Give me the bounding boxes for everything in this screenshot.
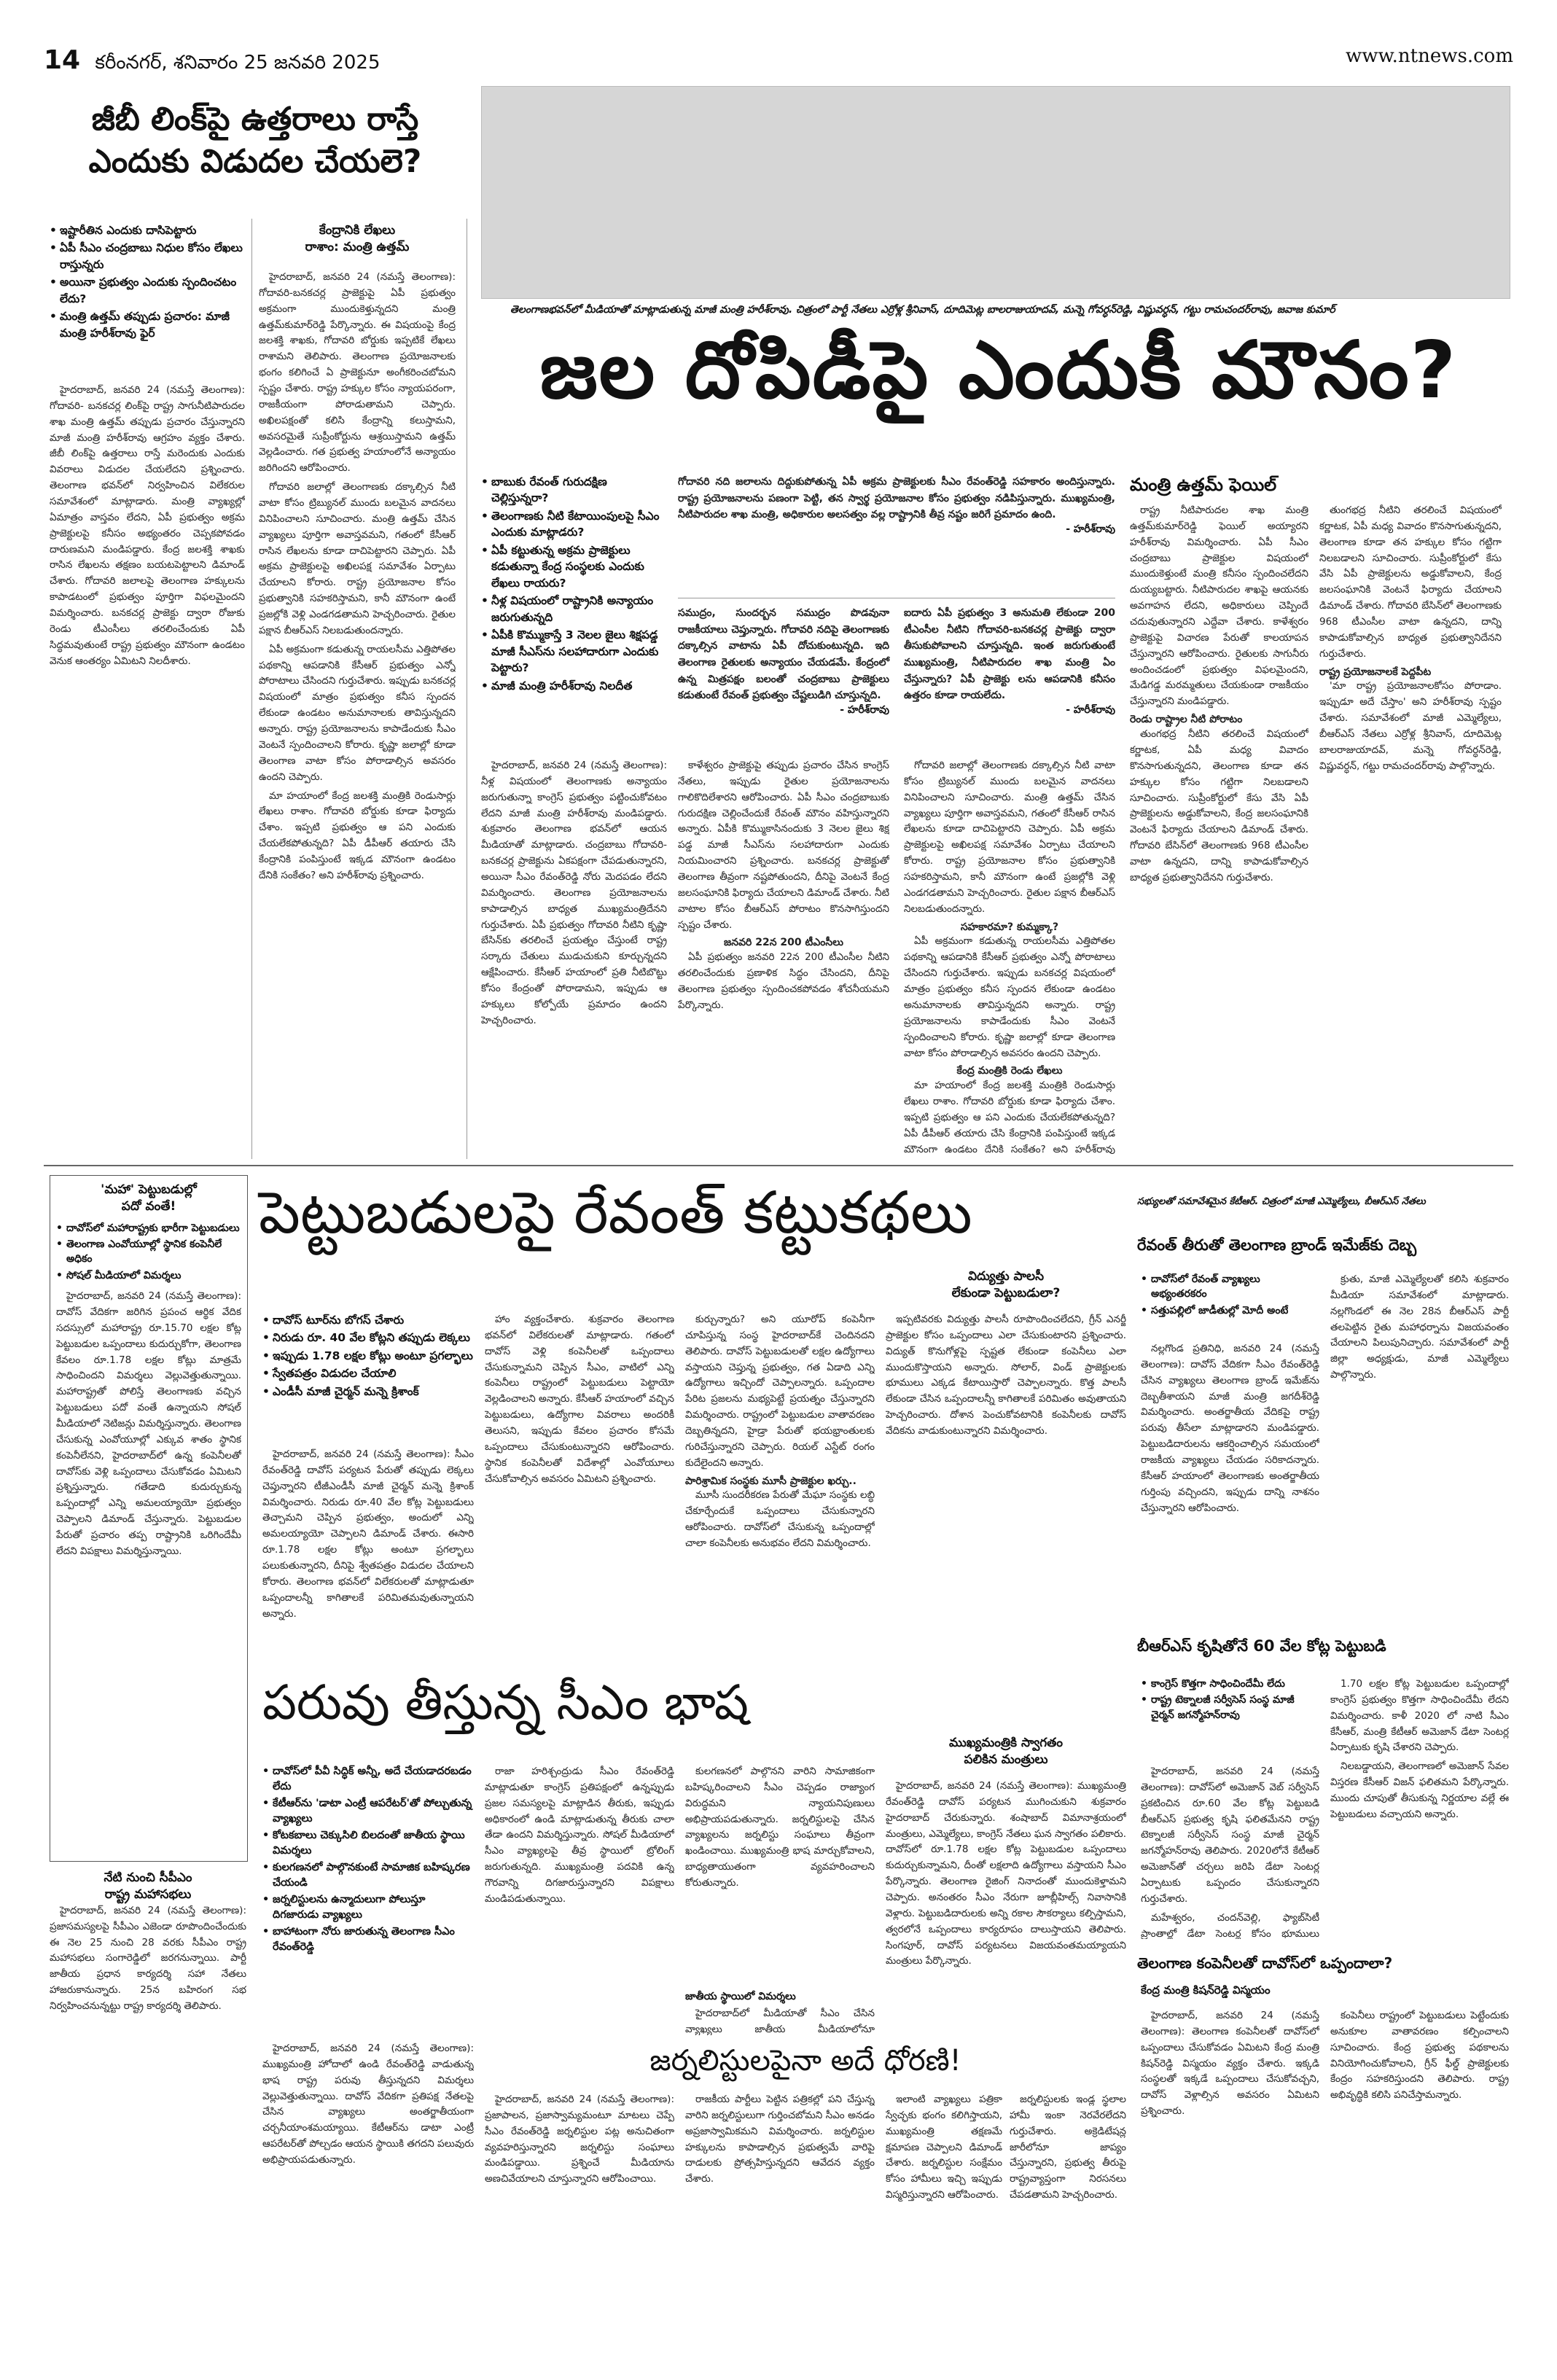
brs-bullets (1141, 1677, 1319, 1724)
photo-caption: తెలంగాణభవన్‌లో మీడియాతో మాట్లాడుతున్న మాజీ మంత్రి హరీశ్‌రావు. చిత్రంలో పార్టీ నేతలు ఎర్రోళ్ల శ్రీనివాస్‌, దూదిమెట్ల బాలరాజుయాదవ్‌, మన్నె గోవర్ధన్‌రెడ్డి, విష్ణువర్ధన్‌, గట్టు రామచందర్‌రావు, జవాజ కుమార్ (510, 304, 1335, 316)
bullet-item: • జర్నలిస్టులను ఉన్మాదులుగా పోలుస్తూ దిగజారుడు వ్యాఖ్యలు (262, 1892, 474, 1923)
bullet-item: • ఏపీ సీఎం చంద్రబాబు నిధుల కోసం లేఖలు రాస్తున్నరు (50, 240, 245, 273)
welcome-body: హైదరాబాద్‌, జనవరి 24 (నమస్తే తెలంగాణ): ముఖ్యమంత్రి రేవంత్‌రెడ్డి దావోస్‌ పర్యటన ముగించుకుని శుక్రవారం హైదరాబాద్‌ చేరుకున్నారు. శంషాబాద్‌ విమానాశ్రయంలో మంత్రులు, ఎమ్మెల్యేలు, కాంగ్రెస్‌ నేతలు ఘన స్వాగతం పలికారు. దావోస్‌లో రూ.1.78 లక్షల కోట్ల పెట్టుబడుల ఒప్పందాలు కుదుర్చుకున్నామని, దీంతో లక్షలాది ఉద్యోగాలు వస్తాయని సీఎం పేర్కొన్నారు. తెలంగాణ రైజింగ్‌ నినాదంతో ముందుకెళ్తామని చెప్పారు. అనంతరం సీఎం నేరుగా జూబ్లీహిల్స్‌ నివాసానికి వెళ్లారు. పెట్టుబడిదారులకు అన్ని రకాల సౌకర్యాలు కల్పిస్తామని, త్వరలోనే ఒప్పందాలు కార్యరూపం దాలుస్తాయని తెలిపారు. సింగపూర్‌, దావోస్‌ పర్యటనలు విజయవంతమయ్యాయని మంత్రులు పేర్కొన్నారు. (886, 1780, 1126, 1967)
sidebar1-heading: కేంద్రానికి లేఖలు రాశాం: మంత్రి ఉత్తమ్‌ (305, 223, 410, 254)
story2-body-col2: కాళేశ్వరం ప్రాజెక్టుపై తప్పుడు ప్రచారం చేసిన కాంగ్రెస్‌ నేతలు, ఇప్పుడు రైతుల ప్రయోజనాలను గాలికొదిలేశారని ఆరోపించారు. ఏపీ సీఎం చంద్రబాబుకు గురుదక్షిణ చెల్లించేందుకే రేవంత్‌ మౌనం వహిస్తున్నారని అన్నారు. ఏపీకి కొమ్ముకాసినందుకు 3 నెలల జైలు శిక్ష పడ్డ మాజీ సీఎస్‌ను సలహాదారుగా ఎందుకు నియమించారని ప్రశ్నించారు. బనకచర్ల ప్రాజెక్టుతో తెలంగాణ తీవ్రంగా నష్టపోతుందని, దీనిపై వెంటనే కేంద్ర జలసంఘానికి ఫిర్యాదు చేయాలని డిమాండ్‌ చేశారు. నీటి వాటాల కోసం బీఆర్‌ఎస్‌ పోరాటం కొనసాగిస్తుందని స్పష్టం చేశారు. జనవరి 22న 200 టీఎంసీలు ఏపీ ప్రభుత్వం జనవరి 22న 200 టీఎంసీల నీటిని తరలించేందుకు ప్రణాళిక సిద్ధం చేసిందని, దీనిపై తెలంగాణ ప్రభుత్వం స్పందించకపోవడం శోచనీయమని పేర్కొన్నారు. (678, 760, 889, 1011)
story2-body-col3: గోదావరి జలాల్లో తెలంగాణకు దక్కాల్సిన నీటి వాటా కోసం ట్రిబ్యునల్‌ ముందు బలమైన వాదనలు వినిపించాలని సూచించారు. మంత్రి ఉత్తమ్‌ చేసిన వ్యాఖ్యలు పూర్తిగా అవాస్తవమని, గతంలో కేసీఆర్‌ రాసిన లేఖలను కూడా దాచిపెట్టారని చెప్పారు. ఏపీ అక్రమ ప్రాజెక్టులపై అఖిలపక్ష సమావేశం ఏర్పాటు చేయాలని కోరారు. రాష్ట్ర ప్రయోజనాల కోసం ప్రభుత్వానికి సహకరిస్తామని, కానీ మౌనంగా ఉంటే ప్రజల్లోకి వెళ్లి ఎండగడతామని హెచ్చరించారు. రైతుల పక్షాన బీఆర్‌ఎస్‌ నిలబడుతుందన్నారు. సహకారమా? కుమ్మక్కా? ఏపీ అక్రమంగా కడుతున్న రాయలసీమ ఎత్తిపోతల పథకాన్ని ఆపడానికి కేసీఆర్‌ ప్రభుత్వం ఎన్నో పోరాటాలు చేసిందని గుర్తుచేశారు. ఇప్పుడు బనకచర్ల విషయంలో మాత్రం ప్రభుత్వం కనీస స్పందన లేకుండా ఉండటం అనుమానాలకు తావిస్తున్నదని అన్నారు. రాష్ట్ర ప్రయోజనాలను కాపాడేందుకు సీఎం వెంటనే స్పందించాలని కోరారు. కృష్ణా జలాల్లో కూడా తెలంగాణ వాటా కోసం పోరాడాల్సిన అవసరం ఉందని చెప్పారు. కేంద్ర మంత్రికి రెండు లేఖలు మా హయాంలో కేంద్ర జలశక్తి మంత్రికి రెండుసార్లు లేఖలు రాశాం. గోదావరి బోర్డుకు కూడా ఫిర్యాదు చేశాం. ఇప్పటి ప్రభుత్వం ఆ పని ఎందుకు చేయలేకపోతున్నది? ఏపీ డీపీఆర్‌ తయారు చేసి కేంద్రానికి పంపిస్తుంటే ఇక్కడ మౌనంగా ఉండటం దేనికి సంకేతం? అని హరీశ్‌రావు (904, 760, 1115, 1155)
power-policy-body: ఇప్పటివరకు విద్యుత్తు పాలసీ రూపొందించలేదని, గ్రీన్‌ ఎనర్జీ ప్రాజెక్టుల కోసం ఒప్పందాలు ఎలా చేసుకుంటారని ప్రశ్నించారు. విద్యుత్‌ కొనుగోళ్లపై స్పష్టత లేకుండా కంపెనీలు ఎలా ముందుకొస్తాయని అన్నారు. సోలార్‌, విండ్‌ ప్రాజెక్టులకు భూములు ఎక్కడ కేటాయిస్తారో చెప్పాలన్నారు. కొత్త పాలసీ లేకుండా చేసిన ఒప్పందాలన్నీ కాగితాలకే పరిమితం అవుతాయని హెచ్చరించారు. దోశాన పెంచుకోవటానికి కంపెనీలకు దావోస్‌ వేదికను వాడుకుంటున్నారని విమర్శించారు. (886, 1314, 1126, 1437)
reply-body-col1: రాష్ట్ర నీటిపారుదల శాఖ మంత్రి ఉత్తమ్‌కుమార్‌రెడ్డి ఫెయిల్‌ అయ్యారని హరీశ్‌రావు విమర్శించారు. ఏపీ సీఎం చంద్రబాబు ప్రాజెక్టుల విషయంలో ముందుకెళ్తుంటే మంత్రి కనీసం స్పందించలేదని దుయ్యబట్టారు. నీటిపారుదల శాఖపై ఆయనకు అవగాహన లేదని, అధికారులు చెప్పిందే చదువుతున్నారని ఎద్దేవా చేశారు. కాళేశ్వరం ప్రాజెక్టుపై విచారణ పేరుతో కాలయాపన చేస్తున్నారని ఆరోపించారు. రైతులకు సాగునీరు అందించడంలో ప్రభుత్వం విఫలమైందని, మేడిగడ్డ మరమ్మతులు చేయకుండా రాజకీయం చేస్తున్నారని మండిపడ్డారు. రెండు రాష్ట్రాల నీటి పోరాటం తుంగభద్ర నీటిని తరలించే విషయంలో కర్ణాటక, ఏపీ మధ్య వివాదం కొనసాగుతున్నదని, తెలంగాణ కూడా తన హక్కుల కోసం గట్టిగా నిలబడాలని సూచించారు. సుప్రీంకోర్టులో కేసు వేసి ఏపీ ప్రాజెక్టులను అడ్డుకోవాలని, కేంద్ర జలసంఘానికి వెంటనే ఫిర్యాదు చేయాలని డిమాండ్‌ చేశారు. గోదావరి బేసిన్‌లో తెలంగాణకు 968 టీఎంసీల వాటా ఉన్నదని, దాన్ని కాపాడుకోవాల్సిన బాధ్యత ప్రభుత్వానిదేనని గుర్తుచేశారు. (1130, 504, 1308, 883)
story4-body-col3b: హైదరాబాద్‌లో మీడియాతో సీఎం చేసిన వ్యాఖ్యలు జాతీయ మీడియాలోనూ (685, 2008, 875, 2035)
quote-box-2: సముద్రం, సుందర్బన సముద్రం పొడవునా రాజకీయాలు చెప్తున్నారు. గోదావరి నదిపై తెలంగాణకు దక్కాల్సిన వాటాను ఏపీ దోచుకుంటున్నది. ఇది తెలంగాణ రైతులకు అన్యాయం చేయడమే. కేంద్రంలో ఉన్న మిత్రపక్షం బలంతో చంద్రబాబు ప్రాజెక్టులు కడుతుంటే రేవంత్‌ ప్రభుత్వం చేష్టలుడిగి చూస్తున్నది. - హరీశ్‌రావు (678, 607, 889, 717)
story1-headline: జీబీ లింక్‌పై ఉత్తరాలు రాస్తే ఎందుకు విడుదల చేయలె? (88, 101, 422, 181)
page-number: 14 (44, 45, 81, 75)
story4-body-col2: రాజా హరిశ్చంద్రుడు సీఎం రేవంత్‌రెడ్డి మాట్లాడుతూ కాంగ్రెస్‌ ప్రతిపక్షంలో ఉన్నప్పుడు ప్రజల సమస్యలపై మాట్లాడిన తీరుకు, ఇప్పుడు అధికారంలో ఉండి మాట్లాడుతున్న తీరుకు చాలా తేడా ఉందని విమర్శిస్తున్నారు. సోషల్‌ మీడియాలో సీఎం వ్యాఖ్యలపై తీవ్ర స్థాయిలో ట్రోలింగ్‌ జరుగుతున్నది. ముఖ్యమంత్రి పదవికి ఉన్న గౌరవాన్ని దిగజారుస్తున్నారని విపక్షాలు మండిపడుతున్నాయి. (485, 1766, 674, 1905)
tg-companies-title: తెలంగాణ కంపెనీలతో దావోస్‌లో ఒప్పందాలా? (1137, 1954, 1393, 1972)
brand-title: రేవంత్‌ తీరుతో తెలంగాణ బ్రాండ్‌ ఇమేజ్‌కు దెబ్బ (1137, 1236, 1417, 1254)
bullet-item: • ఏపీ కట్టుతున్న అక్రమ ప్రాజెక్టులు కడుతున్నా కేంద్ర సంస్థలకు ఎందుకు లేఖలు రాయరు? (481, 542, 667, 591)
power-policy-heading: విద్యుత్తు పాలసీ లేకుండా పెట్టుబడులా? (951, 1269, 1061, 1300)
story1-body: హైదరాబాద్‌, జనవరి 24 (నమస్తే తెలంగాణ): గోదావరి- బనకచర్ల లింక్‌పై రాష్ట్ర సాగునీటిపారుదల శాఖ మంత్రి ఉత్తమ్‌ తప్పుడు ప్రచారం చేస్తున్నారని మాజీ మంత్రి హరీశ్‌రావు ఆగ్రహం వ్యక్తం చేశారు. జీబీ లింక్‌పై ఉత్తరాలు రాస్తే మరెందుకు ఎందుకు వివరాలు విడుదల చేయలేదని ప్రశ్నించారు. తెలంగాణ భవన్‌లో నిర్వహించిన విలేకరుల సమావేశంలో మాట్లాడారు. మంత్రి వ్యాఖ్యల్లో ఏమాత్రం వాస్తవం లేదని, ఏపీ ప్రభుత్వం అక్రమ ప్రాజెక్టులపై కనీసం అభ్యంతరం చెప్పకపోవడం దారుణమని మండిపడ్డారు. కేంద్ర జలశక్తి శాఖకు రాసిన లేఖలను తక్షణం బయటపెట్టాలని డిమాండ్‌ చేశారు. గోదావరి జలాలపై తెలంగాణ హక్కులను కాపాడటంలో ప్రభుత్వం పూర్తిగా విఫలమైందని విమర్శించారు. బనకచర్ల ప్రాజెక్టు ద్వారా రోజుకు రెండు టీఎంసీలు తరలించేందుకు ఏపీ సిద్ధమవుతుంటే రాష్ట్ర ప్రభుత్వం మౌనంగా ఉండటం వెనుక ఆంతర్యం ఏమిటని నిలదీశారు. (50, 384, 245, 667)
bullet-item: • దావోస్‌లో రేవంత్‌ వ్యాఖ్యలు అభ్యంతరకరం (1141, 1272, 1319, 1302)
bullet-item: • కోటకబాలు చెక్కుసిలి బిలదంతో జాతీయ స్థాయి విమర్శలు (262, 1828, 474, 1859)
cpm-box: నేటి నుంచి సీపీఎం రాష్ట్ర మహాసభలు హైదరాబాద్‌, జనవరి 24 (నమస్తే తెలంగాణ): ప్రజాసమస్యలపై సీపీఎం ఎజెండా రూపొందించేందుకు ఈ నెల 25 నుంచి 28 వరకు సీపీఎం రాష్ట్ర మహాసభలు సంగారెడ్డిలో జరగనున్నాయి. పార్టీ జాతీయ ప్రధాన కార్యదర్శి సహా నేతలు హాజరుకానున్నారు. 25న బహిరంగ సభ నిర్వహించనున్నట్టు రాష్ట్ర కార్యదర్శి తెలిపారు. (50, 1870, 246, 2311)
story4-body-col3: కులగణనలో పాల్గొనని వారిని సామాజికంగా బహిష్కరించాలని సీఎం చెప్పడం రాజ్యాంగ విరుద్ధమని న్యాయనిపుణులు అభిప్రాయపడుతున్నారు. జర్నలిస్టులపై చేసిన వ్యాఖ్యలను జర్నలిస్టు సంఘాలు తీవ్రంగా ఖండించాయి. ముఖ్యమంత్రి భాష మార్చుకోవాలని, బాధ్యతాయుతంగా వ్యవహరించాలని కోరుతున్నారు. (685, 1766, 875, 1889)
maha-box-body: హైదరాబాద్‌, జనవరి 24 (నమస్తే తెలంగాణ): దావోస్‌ వేదికగా జరిగిన ప్రపంచ ఆర్థిక వేదిక సదస్సులో మహారాష్ట్ర రూ.15.70 లక్షల కోట్ల పెట్టుబడుల ఒప్పందాలు కుదుర్చుకోగా, తెలంగాణ కేవలం రూ.1.78 లక్షల కోట్లు మాత్రమే సాధించిందని విమర్శలు వెల్లువెత్తుతున్నాయి. మహారాష్ట్రతో పోలిస్తే తెలంగాణకు వచ్చిన పెట్టుబడులు పదో వంతే ఉన్నాయని సోషల్‌ మీడియాలో నెటిజన్లు విమర్శిస్తున్నారు. తెలంగాణ చేసుకున్న ఎంవోయూల్లో ఎక్కువ శాతం స్థానిక కంపెనీలేనని, హైదరాబాద్‌లో ఉన్న కంపెనీలతో దావోస్‌కు వెళ్లి ఒప్పందాలు చేసుకోవడం ఏమిటని ప్రశ్నిస్తున్నారు. గతేడాది కుదుర్చుకున్న ఒప్పందాల్లో ఎన్ని అమలయ్యాయో ప్రభుత్వం చెప్పాలని డిమాండ్‌ చేస్తున్నారు. పెట్టుబడుల పేరుతో ప్రచారం తప్ప రాష్ట్రానికి ఒరిగిందేమీ లేదని విపక్షాలు విమర్శిస్తున్నాయి. (56, 1290, 241, 1557)
bullet-item: • ఎండీసీ మాజీ చైర్మన్‌ మన్నె క్రిశాంక్‌ (262, 1384, 474, 1400)
story2-bullets (481, 474, 667, 695)
bullet-item: • సోషల్‌ మీడియాలో విమర్శలు (56, 1268, 241, 1283)
maha-investments-box: 'మహా' పెట్టుబడుల్లో పదో వంతే! • దావోస్‌లో మహారాష్ట్రకు భారీగా పెట్టుబడులు • తెలంగాణ ఎంవోయూల్లో స్థానిక కంపెనీలే అధికం • సోషల్‌ మీడియాలో విమర్శలు హైదరాబాద్‌, జనవరి 24 (నమస్తే తెలంగాణ): దావోస్‌ వేదికగా జరిగిన ప్రపంచ ఆర్థిక వేదిక సదస్సులో మహారాష్ట్ర రూ.15.70 లక్షల కోట్ల పెట్టుబడుల ఒప్పందాలు కుదుర్చుకోగా, తెలంగాణ కేవలం రూ.1.78 లక్షల కోట్లు మాత్రమే సాధించిందని విమర్శలు వెల్లువెత్తుతున్నాయి. మహారాష్ట్రతో పోలిస్తే తెలంగాణకు వచ్చిన పెట్టుబడులు పదో వంతే ఉన్నాయని సోషల్‌ మీడియాలో నెటిజన్లు విమర్శిస్తున్నారు. తెలంగాణ చేసుకున్న ఎంవోయూల్లో ఎక్కువ శాతం స్థానిక కంపెనీలేనని, హైదరాబాద్‌లో ఉన్న కంపెనీలతో దావోస్‌కు వెళ్లి ఒప్పందాలు చేసుకోవడం ఏమిటని ప్రశ్నిస్తున్నారు. గతేడాది కుదుర్చుకున్న ఒప్పందాల్లో ఎన్ని అమలయ్యాయో ప్రభుత్వం చెప్పాలని డిమాండ్‌ చేస్తున్నారు. పెట్టుబడుల పేరుతో ప్రచారం తప్ప రాష్ట్రానికి ఒరిగిందేమీ లేదని విపక్షాలు విమర్శిస్తున్నాయి. (50, 1175, 248, 1862)
bullet-item: • దావోస్‌లో పీవీ సిద్ధిక్‌ అన్నీ, అదే చేయడాదరబడం లేదు (262, 1764, 474, 1795)
story3-bullets (262, 1312, 474, 1401)
sidebar1-body: హైదరాబాద్‌, జనవరి 24 (నమస్తే తెలంగాణ): గోదావరి-బనకచర్ల ప్రాజెక్టుపై ఏపీ ప్రభుత్వం అక్రమంగా ముందుకెళ్తున్నదని మంత్రి ఉత్తమ్‌కుమార్‌రెడ్డి పేర్కొన్నారు. ఈ విషయంపై కేంద్ర జలశక్తి శాఖకు, గోదావరి బోర్డుకు ఇప్పటికే లేఖలు రాశామని తెలిపారు. తెలంగాణ ప్రయోజనాలకు భంగం కలిగించే ఏ ప్రాజెక్టునూ అంగీకరించబోమని స్పష్టం చేశారు. రాష్ట్ర హక్కుల కోసం న్యాయపరంగా, రాజకీయంగా పోరాడుతామని చెప్పారు. అఖిలపక్షంతో కలిసి కేంద్రాన్ని కలుస్తామని, అవసరమైతే సుప్రీంకోర్టును ఆశ్రయిస్తామని ఉత్తమ్‌ వెల్లడించారు. గత ప్రభుత్వ హయాంలోనే అన్యాయం జరిగిందని ఆరోపించారు. గోదావరి జలాల్లో తెలంగాణకు దక్కాల్సిన నీటి వాటా కోసం ట్రిబ్యునల్‌ ముందు బలమైన వాదనలు వినిపించాలని సూచించారు. మంత్రి ఉత్తమ్‌ చేసిన వ్యాఖ్యలు పూర్తిగా అవాస్తవమని, గతంలో కేసీఆర్‌ రాసిన లేఖలను కూడా దాచిపెట్టారని చెప్పారు. ఏపీ అక్రమ ప్రాజెక్టులపై అఖిలపక్ష సమావేశం ఏర్పాటు చేయాలని కోరారు. రాష్ట్ర ప్రయోజనాల కోసం ప్రభుత్వానికి సహకరిస్తామని, కానీ మౌనంగా ఉంటే ప్రజల్లోకి వెళ్లి ఎండగడతామని హెచ్చరించారు. రైతుల పక్షాన బీఆర్‌ఎస్‌ నిలబడుతుందన్నారు. ఏపీ అక్రమంగా కడుతున్న రాయలసీమ ఎత్తిపోతల పథకాన్ని ఆపడానికి కేసీఆర్‌ ప్రభుత్వం ఎన్నో పోరాటాలు చేసిందని గుర్తుచేశారు. ఇప్పుడు బనకచర్ల విషయంలో మాత్రం ప్రభుత్వం కనీస స్పందన లేకుండా ఉండటం అనుమానాలకు తావిస్తున్నదని అన్నారు. రాష్ట్ర ప్రయోజనాలను కాపాడేందుకు సీఎం వెంటనే స్పందించాలని కోరారు. కృష్ణా జలాల్లో కూడా తెలంగాణ వాటా కోసం పోరాడాల్సిన అవసరం ఉందని చెప్పారు. మా హయాంలో కేంద్ర జలశక్తి మంత్రికి రెండుసార్లు లేఖలు రాశాం. గోదావరి బోర్డుకు కూడా ఫిర్యాదు చేశాం. ఇప్పటి ప్రభుత్వం ఆ పని ఎందుకు చేయలేకపోతున్నది? ఏపీ డీపీఆర్‌ తయారు చేసి కేంద్రానికి పంపిస్తుంటే ఇక్కడ మౌనంగా ఉండటం దేనికి సంకేతం? అని హరీశ్‌రావు ప్రశ్నించారు. (259, 271, 456, 881)
bullet-item: • తెలంగాణకు నీటి కేటాయింపులపై సీఎం ఎందుకు మాట్లాడరు? (481, 508, 667, 541)
bullet-item: • బాబుకు రేవంత్‌ గురుదక్షిణ చెల్లిస్తున్నరా? (481, 474, 667, 507)
bullet-item: • తెలంగాణ ఎంవోయూల్లో స్థానిక కంపెనీలే అధికం (56, 1237, 241, 1267)
bullet-item: • మంత్రి ఉత్తమ్‌ తప్పుడు ప్రచారం: మాజీ మంత్రి హరీశ్‌రావు ఫైర్ (50, 308, 245, 341)
story4-bullets (262, 1764, 474, 1956)
cpm-box-body: హైదరాబాద్‌, జనవరి 24 (నమస్తే తెలంగాణ): ప్రజాసమస్యలపై సీపీఎం ఎజెండా రూపొందించేందుకు ఈ నెల 25 నుంచి 28 వరకు సీపీఎం రాష్ట్ర మహాసభలు సంగారెడ్డిలో జరగనున్నాయి. పార్టీ జాతీయ ప్రధాన కార్యదర్శి సహా నేతలు హాజరుకానున్నారు. 25న బహిరంగ సభ నిర్వహించనున్నట్టు రాష్ట్ర కార్యదర్శి తెలిపారు. (50, 1904, 246, 2013)
journo-headline: జర్నలిస్టులపైనా అదే ధోరణి! (649, 2044, 961, 2077)
bullet-item: • కేటీఆర్‌ను 'డాటా ఎంట్రీ ఆపరేటర్‌'తో పోల్చుతున్న వ్యాఖ్యలు (262, 1796, 474, 1827)
journo-body-col3: ఇలాంటి వ్యాఖ్యలు పత్రికా స్వేచ్ఛకు భంగం కలిగిస్తాయని, ముఖ్యమంత్రి తక్షణమే క్షమాపణ చెప్పాలని డిమాండ్‌ చేశారు. జర్నలిస్టుల సంక్షేమం కోసం హామీలు ఇచ్చి ఇప్పుడు విస్మరిస్తున్నారని ఆరోపించారు. (886, 2094, 1002, 2201)
section-divider (44, 1165, 1513, 1166)
brs-body-col2: 1.70 లక్షల కోట్ల పెట్టుబడుల ఒప్పందాల్లో కాంగ్రెస్‌ ప్రభుత్వం కొత్తగా సాధించిందేమీ లేదని విమర్శించారు. కాళీ 2020 లో నాటి సీఎం కేసీఆర్‌, మంత్రి కేటీఆర్‌ అమెజాన్‌ డేటా సెంటర్ల ఏర్పాటుకు కృషి చేశారని చెప్పారు. నిలబడ్డాయని, తెలంగాణలో అమెజాన్‌ సేవల విస్తరణ కేసీఆర్‌ విజన్‌ ఫలితమని పేర్కొన్నారు. ముందు చూపుతో తీసుకున్న నిర్ణయాల వల్లే ఈ పెట్టుబడులు వచ్చాయని అన్నారు. (1330, 1678, 1509, 1820)
photo-caption-2: సభ్యులతో సమావేశమైన కేటీఆర్‌. చిత్రంలో మాజీ ఎమ్మెల్యేలు, బీఆర్‌ఎస్‌ నేతలు (1137, 1196, 1426, 1207)
website-url[interactable]: www.ntnews.com (1345, 45, 1513, 67)
story3-body-col2: హాం వ్యక్తంచేశారు. శుక్రవారం తెలంగాణ భవన్‌లో విలేకరులతో మాట్లాడారు. గతంలో దావోస్‌ వెళ్లి కంపెనీలతో ఒప్పందాలు చేసుకున్నామని చెప్పిన సీఎం, వాటిలో ఎన్ని కంపెనీలు రాష్ట్రంలో పెట్టుబడులు పెట్టాయో వెల్లడించాలని అన్నారు. కేసీఆర్‌ హయాంలో వచ్చిన పెట్టుబడులు, ఉద్యోగాల వివరాలు అందరికీ తెలుసని, ఇప్పుడు కేవలం ప్రచారం కోసమే ఒప్పందాలు చేసుకుంటున్నారని ఆరోపించారు. స్థానిక కంపెనీలతో విదేశాల్లో ఎంవోయూలు చేసుకోవాల్సిన అవసరం ఏమిటని ప్రశ్నించారు. (485, 1314, 674, 1485)
story3-body-col3: కుర్చున్నారు? అని యూరోప్‌ కంపెనీగా చూపిస్తున్న సంస్థ హైదరాబాద్‌కే చెందినదని తెలిపారు. దావోస్‌ పెట్టుబడులతో లక్షల ఉద్యోగాలు వస్తాయని చెప్తున్న ప్రభుత్వం, గత ఏడాది ఎన్ని ఉద్యోగాలు ఇచ్చిందో చెప్పాలన్నారు. ఒప్పందాల పేరిట ప్రజలను మభ్యపెట్టే ప్రయత్నం చేస్తున్నారని విమర్శించారు. రాష్ట్రంలో పెట్టుబడుల వాతావరణం దెబ్బతిన్నదని, హైడ్రా పేరుతో భయభ్రాంతులకు గురిచేస్తున్నారని చెప్పారు. రియల్‌ ఎస్టేట్‌ రంగం కుదేలైందని అన్నారు. పారిశ్రామిక సంస్థకు మూసీ ప్రాజెక్టుల ఖర్చు.. మూసీ సుందరీకరణ పేరుతో మేఘా సంస్థకు లబ్ధి చేకూర్చేందుకే ఒప్పందాలు చేసుకున్నారని ఆరోపించారు. దావోస్‌లో చేసుకున్న ఒప్పందాల్లో చాలా కంపెనీలకు అనుభవం లేదని విమర్శించారు. (685, 1314, 875, 1550)
tg-body-col1: హైదరాబాద్‌, జనవరి 24 (నమస్తే తెలంగాణ): తెలంగాణ కంపెనీలతో దావోస్‌లో ఒప్పందాలు చేసుకోవడం ఏమిటని కేంద్ర మంత్రి కిషన్‌రెడ్డి విస్మయం వ్యక్తం చేశారు. ఇక్కడి సంస్థలతో ఇక్కడే ఒప్పందాలు చేసుకోవచ్చని, దావోస్‌ వెళ్లాల్సిన అవసరం ఏమిటని ప్రశ్నించారు. (1141, 2010, 1319, 2118)
brand-body-col1: నల్లగొండ ప్రతినిధి, జనవరి 24 (నమస్తే తెలంగాణ): దావోస్‌ వేదికగా సీఎం రేవంత్‌రెడ్డి చేసిన వ్యాఖ్యలు తెలంగాణ బ్రాండ్‌ ఇమేజ్‌ను దెబ్బతీశాయని మాజీ మంత్రి జగదీశ్‌రెడ్డి విమర్శించారు. అంతర్జాతీయ వేదికపై రాష్ట్ర పరువు తీసేలా మాట్లాడారని మండిపడ్డారు. పెట్టుబడిదారులను ఆకర్షించాల్సిన సమయంలో రాజకీయ వ్యాఖ్యలు చేయడం సరికాదన్నారు. కేసీఆర్‌ హయాంలో తెలంగాణకు అంతర్జాతీయ గుర్తింపు వచ్చిందని, ఇప్పుడు దాన్ని నాశనం చేస్తున్నారని ఆరోపించారు. (1141, 1343, 1319, 1514)
brs-title: బీఆర్‌ఎస్‌ కృషితోనే 60 వేల కోట్ల పెట్టుబడి (1137, 1637, 1386, 1655)
journo-body-col1: హైదరాబాద్‌, జనవరి 24 (నమస్తే తెలంగాణ): ప్రజాపాలన, ప్రజాస్వామ్యమంటూ మాటలు చెప్పే సీఎం రేవంత్‌రెడ్డి జర్నలిస్టుల పట్ల అనుచితంగా వ్యవహరిస్తున్నారని జర్నలిస్టు సంఘాలు మండిపడ్డాయి. ప్రశ్నించే మీడియాను అణచివేయాలని చూస్తున్నారని ఆరోపించాయి. (485, 2094, 674, 2185)
story3-body-col1: హైదరాబాద్‌, జనవరి 24 (నమస్తే తెలంగాణ): సీఎం రేవంత్‌రెడ్డి దావోస్‌ పర్యటన పేరుతో తప్పుడు లెక్కలు చెప్తున్నారని టీజీఎండీసీ మాజీ చైర్మన్‌ మన్నె క్రిశాంక్‌ విమర్శించారు. నిరుడు రూ.40 వేల కోట్ల పెట్టుబడులు తెచ్చామని చెప్పిన ప్రభుత్వం, అందులో ఎన్ని అమలయ్యాయో చెప్పాలని డిమాండ్‌ చేశారు. ఈసారి రూ.1.78 లక్షల కోట్లు అంటూ ప్రగల్భాలు పలుకుతున్నారని, దీనిపై శ్వేతపత్రం విడుదల చేయాలని కోరారు. తెలంగాణ భవన్‌లో విలేకరులతో మాట్లాడుతూ ఒప్పందాలన్నీ కాగితాలకే పరిమితమవుతున్నాయని అన్నారు. (262, 1448, 474, 1620)
bullet-item: • కాంగ్రెస్‌ కొత్తగా సాధించిందేమీ లేదు (1141, 1677, 1319, 1691)
photo-press-meet (481, 86, 1510, 299)
tg-body-col2: కంపెనీలు రాష్ట్రంలో పెట్టుబడులు పెట్టేందుకు అనుకూల వాతావరణం కల్పించాలని సూచించారు. కేంద్ర ప్రభుత్వ పథకాలను వినియోగించుకోవాలని, గ్రీన్‌ ఫీల్డ్‌ ప్రాజెక్టులకు కేంద్రం సహకరిస్తుందని తెలిపారు. రాష్ట్ర అభివృద్ధికి కలిసి పనిచేస్తామన్నారు. (1330, 2010, 1509, 2102)
bullet-item: • రాష్ట్ర టెక్నాలజీ సర్వీసెస్‌ సంస్థ మాజీ చైర్మన్‌ జగన్మోహన్‌రావు (1141, 1693, 1319, 1722)
bullet-item: • నీళ్ల విషయంలో రాష్ట్రానికి అన్యాయం జరుగుతున్నది (481, 593, 667, 625)
bullet-item: • కులగణనలో పాల్గొనకుంటే సామాజిక బహిష్కరణ చేయండి (262, 1860, 474, 1891)
story2-body-col1: హైదరాబాద్‌, జనవరి 24 (నమస్తే తెలంగాణ): నీళ్ల విషయంలో తెలంగాణకు అన్యాయం జరుగుతున్నా కాంగ్రెస్‌ ప్రభుత్వం పట్టించుకోవటం లేదని మాజీ మంత్రి హరీశ్‌రావు మండిపడ్డారు. శుక్రవారం తెలంగాణ భవన్‌లో ఆయన మీడియాతో మాట్లాడారు. చంద్రబాబు గోదావరి-బనకచర్ల ప్రాజెక్టును ఏకపక్షంగా చేపడుతున్నారని, అయినా సీఎం రేవంత్‌రెడ్డి నోరు మెదపడం లేదని విమర్శించారు. తెలంగాణ ప్రయోజనాలను కాపాడాల్సిన బాధ్యత ముఖ్యమంత్రిదేనని గుర్తుచేశారు. ఏపీ ప్రభుత్వం గోదావరి నీటిని కృష్ణా బేసిన్‌కు తరలించే ప్రయత్నం చేస్తుంటే రాష్ట్ర సర్కారు చేతులు ముడుచుకుని కూర్చున్నదని ఆక్షేపించారు. కేసీఆర్‌ హయాంలో ప్రతి నీటిబొట్టు కోసం కేంద్రంతో పోరాడామని, ఇప్పుడు ఆ హక్కులు కోల్పోయే ప్రమాదం ఉందని హెచ్చరించారు. (481, 760, 667, 1026)
bullet-item: • దావోస్‌ టూర్‌ను బోగస్‌ చేశారు (262, 1312, 474, 1328)
bullet-item: • ఇష్టారీతిన ఎందుకు దాసిపెట్టారు (50, 222, 245, 238)
column-rule (251, 219, 252, 1159)
brs-body-col1: హైదరాబాద్‌, జనవరి 24 (నమస్తే తెలంగాణ): దావోస్‌లో అమెజాన్‌ వెబ్‌ సర్వీసెస్‌ ప్రకటించిన రూ.60 వేల కోట్ల పెట్టుబడి బీఆర్‌ఎస్‌ ప్రభుత్వ కృషి ఫలితమేనని రాష్ట్ర టెక్నాలజీ సర్వీసెస్‌ సంస్థ మాజీ చైర్మన్‌ జగన్మోహన్‌రావు తెలిపారు. 2020లోనే కేటీఆర్‌ అమెజాన్‌తో చర్చలు జరిపి డేటా సెంటర్ల ఏర్పాటుకు ఒప్పందం చేసుకున్నారని గుర్తుచేశారు. మహేశ్వరం, చందన్‌వెల్లి, ఫ్యాబ్‌సిటీ ప్రాంతాల్లో డేటా సెంటర్ల కోసం భూములు (1141, 1766, 1319, 1939)
quote-box-3: ఐదారు ఏపీ ప్రభుత్వం 3 అనుమతి లేకుండా 200 టీఎంసీల నీటిని గోదావరి-బనకచర్ల ప్రాజెక్టు ద్వారా తీసుకుపోవాలని చూస్తున్నది. ఇంత జరుగుతుంటే ముఖ్యమంత్రి, నీటిపారుదల శాఖ మంత్రి ఏం చేస్తున్నారు? ఏపీ ప్రాజెక్టు లను ఆపడానికి కనీసం ఉత్తరం కూడా రాయలేదు. - హరీశ్‌రావు (904, 607, 1115, 717)
bullet-item: • మాజీ మంత్రి హరీశ్‌రావు నిలదీత (481, 678, 667, 694)
bullet-item: • అయినా ప్రభుత్వం ఎందుకు స్పందించటం లేదు? (50, 274, 245, 307)
quote-box-1: గోదావరి నది జలాలను దిద్దుకుపోతున్న ఏపీ అక్రమ ప్రాజెక్టులకు సీఎం రేవంత్‌రెడ్డి సహకారం అందిస్తున్నారు. రాష్ట్ర ప్రయోజనాలను పణంగా పెట్టి, తన స్వార్థ ప్రయోజనాల కోసం ప్రభుత్వం నడిపిస్తున్నారు. ముఖ్యమంత్రి, నీటిపారుదల శాఖ మంత్రి, అధికారుల అలసత్వం వల్ల రాష్ట్రానికి తీవ్ర నష్టం జరిగే ప్రమాదం ఉంది. - హరీశ్‌రావు (678, 476, 1115, 536)
tg-companies-sub: కేంద్ర మంత్రి కిషన్‌రెడ్డి విస్మయం (1141, 1983, 1271, 1997)
story2-headline: జల దోపిడీపై ఎందుకీ మౌనం? (539, 325, 1458, 416)
bullet-item: • స్వేతపత్రం విడుదల చేయాలి (262, 1365, 474, 1381)
page-header (44, 45, 1513, 74)
bullet-item: • ఇప్పుడు 1.78 లక్షల కోట్లు అంటూ ప్రగల్భాలు (262, 1348, 474, 1364)
reply-title: మంత్రి ఉత్తమ్‌ ఫెయిల్‌ (1130, 475, 1277, 495)
welcome-heading: ముఖ్యమంత్రికి స్వాగతం పలికిన మంత్రులు (948, 1736, 1064, 1767)
dateline: కరీంనగర్, శనివారం 25 జనవరి 2025 (95, 52, 381, 74)
story3-headline: పెట్టుబడులపై రేవంత్‌ కట్టుకథలు (259, 1179, 972, 1246)
bullet-item: • సత్తుపల్లిలో జాడీతుల్లో మోదీ అంటే (1141, 1303, 1319, 1318)
bullet-item: • ఏపీకి కొమ్ముకాస్తే 3 నెలల జైలు శిక్షపడ్డ మాజీ సీఎస్‌ను సలహాదారుగా ఎందుకు పెట్టారు? (481, 627, 667, 676)
bullet-item: • నిరుడు రూ. 40 వేల కోట్లని తప్పుడు లెక్కలు (262, 1330, 474, 1346)
journo-body-col4: జర్నలిస్టులకు ఇండ్ల స్థలాల హామీ ఇంకా నెరవేరలేదని గుర్తుచేశారు. అక్రెడిటేషన్ల జారీలోనూ జాప్యం చేస్తున్నారని, ప్రభుత్వ తీరుపై రాష్ట్రవ్యాప్తంగా నిరసనలు చేపడతామని హెచ్చరించారు. (1010, 2094, 1126, 2201)
story4-subhead: జాతీయ స్థాయిలో విమర్శలు (685, 1991, 796, 2002)
brand-bullets (1141, 1272, 1319, 1319)
story4-headline: పరువు తీస్తున్న సీఎం భాష (262, 1674, 749, 1731)
journo-body-col2: రాజకీయ పార్టీలు పెట్టిన పత్రికల్లో పని చేస్తున్న వారిని జర్నలిస్టులుగా గుర్తించబోమని సీఎం అనడం అప్రజాస్వామికమని విమర్శించారు. జర్నలిస్టుల హక్కులను కాపాడాల్సిన ప్రభుత్వమే వారిపై దాడులకు ప్రోత్సహిస్తున్నదని ఆవేదన వ్యక్తం చేశారు. (685, 2094, 875, 2185)
bullet-item: • దావోస్‌లో మహారాష్ట్రకు భారీగా పెట్టుబడులు (56, 1221, 241, 1236)
brand-body-col2: క్రుతు, మాజీ ఎమ్మెల్యేలతో కలిసి శుక్రవారం మీడియా సమావేశంలో మాట్లాడారు. నల్లగొండలో ఈ నెల 28న బీఆర్‌ఎస్‌ పార్టీ తలపెట్టిన రైతు మహాధర్నాను విజయవంతం చేయాలని పిలుపునిచ్చారు. సమావేశంలో పార్టీ జిల్లా అధ్యక్షుడు, మాజీ ఎమ్మెల్యేలు పాల్గొన్నారు. (1330, 1273, 1509, 1381)
bullet-item: • బాహాటంగా నోరు జారుతున్న తెలంగాణ సీఎం రేవంత్‌రెడ్డి (262, 1924, 474, 1955)
story1-bullets (50, 222, 245, 343)
reply-body-col2: తుంగభద్ర నీటిని తరలించే విషయంలో కర్ణాటక, ఏపీ మధ్య వివాదం కొనసాగుతున్నదని, తెలంగాణ కూడా తన హక్కుల కోసం గట్టిగా నిలబడాలని సూచించారు. సుప్రీంకోర్టులో కేసు వేసి ఏపీ ప్రాజెక్టులను అడ్డుకోవాలని, కేంద్ర జలసంఘానికి వెంటనే ఫిర్యాదు చేయాలని డిమాండ్‌ చేశారు. గోదావరి బేసిన్‌లో తెలంగాణకు 968 టీఎంసీల వాటా ఉన్నదని, దాన్ని కాపాడుకోవాల్సిన బాధ్యత ప్రభుత్వానిదేనని గుర్తుచేశారు. రాష్ట్ర ప్రయోజనాలకే పెద్దపీట 'మా రాష్ట్ర ప్రయోజనాలకోసం పోరాడాం. ఇప్పుడూ అదే చేస్తాం' అని హరీశ్‌రావు స్పష్టం చేశారు. సమావేశంలో మాజీ ఎమ్మెల్యేలు, బీఆర్‌ఎస్‌ నేతలు ఎర్రోళ్ల శ్రీనివాస్‌, దూదిమెట్ల బాలరాజుయాదవ్‌, మన్నె గోవర్ధన్‌రెడ్డి, విష్ణువర్ధన్‌, గట్టు రామచందర్‌రావు పాల్గొన్నారు. (1319, 504, 1502, 772)
story4-body-col1: హైదరాబాద్‌, జనవరి 24 (నమస్తే తెలంగాణ): ముఖ్యమంత్రి హోదాలో ఉండి రేవంత్‌రెడ్డి వాడుతున్న భాష రాష్ట్ర పరువు తీస్తున్నదని విమర్శలు వెల్లువెత్తుతున్నాయి. దావోస్‌ వేదికగా ప్రతిపక్ష నేతలపై చేసిన వ్యాఖ్యలు అంతర్జాతీయంగా చర్చనీయాంశమయ్యాయి. కేటీఆర్‌ను డాటా ఎంట్రీ ఆపరేటర్‌తో పోల్చడం ఆయన స్థాయికి తగదని పలువురు అభిప్రాయపడుతున్నారు. (262, 2042, 474, 2166)
